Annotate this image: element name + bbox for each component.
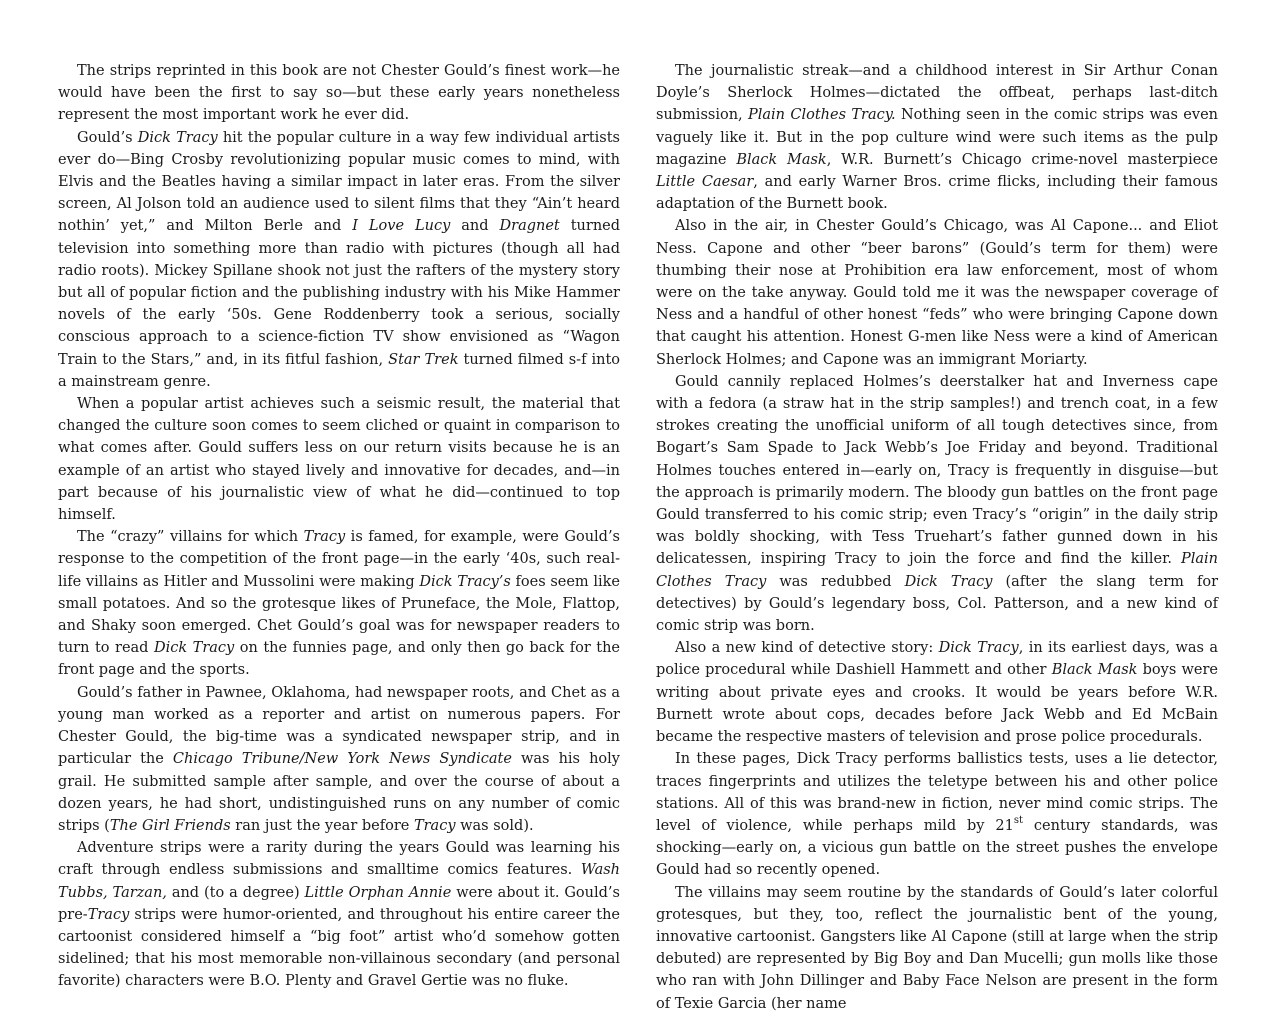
body-text: Adventure strips were a rarity during the years Gould was learning his craft through endless submissions and smalltime comics features. — [58, 840, 620, 879]
body-text: , in its earliest days, was a police procedural while Dashiell Hammett and other — [656, 640, 1219, 679]
book-spread — [0, 60, 1280, 1012]
body-text: , and early Warner Bros. crime flicks, including their famous adaptation of the Burnett book. — [656, 174, 1218, 213]
italic-title-text: Black Mask — [736, 151, 827, 168]
italic-title-text: Little Caesar — [656, 174, 754, 191]
italic-title-text: The Girl Friends — [109, 817, 231, 834]
body-text: Also a new kind of detective story: — [675, 640, 939, 657]
italic-title-text: Plain Clothes Tracy. — [748, 107, 896, 124]
left-paragraph-1 — [58, 60, 620, 127]
body-text: Gould cannily replaced Holmes’s deerstalker hat and Inverness cape with a fedora (a straw hat in the strip samples!) and trench coat, in a few strokes creating the unofficial uniform of all tough detectives since, from Bogart’s Sam Spade to Jack Webb’s Joe Friday and beyond. Traditional Holmes touches entered in—early on, Tracy is frequently in disguise—but the approach is primarily modern. The bloody gun battles on the front page Gould transferred to his comic strip; even Tracy’s “origin” in the daily strip was boldly shocking, with Tess Truehart’s father gunned down in his delicatessen, inspiring Tracy to join the force and find the killer. — [656, 373, 1218, 568]
italic-title-text: Star Trek — [388, 351, 459, 368]
body-text: on the funnies page, and only then go back for the front page and the sports. — [58, 640, 621, 679]
right-paragraph-4 — [656, 637, 1218, 748]
body-text: Gould’s father in Pawnee, Oklahoma, had newspaper roots, and Chet as a young man worked as a reporter and artist on numerous papers. For Chester Gould, the big-time was a syndicated newspaper strip, and in particular the — [58, 684, 620, 768]
body-text: were about it. Gould’s pre- — [58, 884, 620, 923]
italic-title-text: Plain Clothes Tracy — [656, 551, 1218, 590]
body-text: was his holy grail. He submitted sample after sample, and over the course of about a dozen years, he had short, undistinguished runs on any number of comic strips ( — [58, 751, 620, 834]
italic-title-text: Tracy — [87, 906, 130, 923]
body-text: boys were writing about private eyes and crooks. It would be years before W.R. Burnett wrote about cops, decades before Jack Webb and Ed McBain became the respective masters of television and prose police procedurals. — [656, 662, 1218, 746]
italic-title-text: I Love Lucy — [352, 218, 451, 235]
body-text: Gould’s — [77, 129, 138, 146]
italic-title-text: Dick Tracy’s — [419, 573, 511, 590]
right-paragraph-2 — [656, 215, 1218, 370]
body-text: century standards, was shocking—early on, a vicious gun battle on the street pushes the envelope Gould had so recently opened. — [656, 817, 1218, 879]
italic-title-text: Dick Tracy — [938, 640, 1019, 657]
body-text: Nothing seen in the comic strips was even vaguely like it. But in the pop culture wind were such items as the pulp magazine — [656, 107, 1218, 168]
body-text: turned filmed s-f into a mainstream genre. — [58, 351, 620, 390]
left-paragraph-6 — [58, 837, 620, 992]
body-text: and (to a degree) — [166, 884, 305, 901]
body-text: In these pages, Dick Tracy performs ballistics tests, uses a lie detector, traces fingerprints and utilizes the teletype between his and other police stations. All of this was brand-new in fiction, never mind comic strips. The level of violence, while perhaps mild by 21 — [656, 751, 1218, 834]
body-text: (after the slang term for detectives) by Gould’s legendary boss, Col. Patterson, and a new kind of comic strip was born. — [656, 573, 1219, 635]
right-paragraph-1 — [656, 60, 1218, 215]
body-text: ran just the year before — [230, 817, 414, 834]
body-text: Also in the air, in Chester Gould’s Chicago, was Al Capone... and Eliot Ness. Capone and other “beer barons” (Gould’s term for them) were thumbing their nose at Prohibition era law enforcement, most of whom were on the take anyway. Gould told me it was the newspaper coverage of Ness and a handful of other honest “feds” who were bringing Capone down that caught his attention. Honest G-men like Ness were a kind of American Sherlock Holmes; and Capone was an immigrant Moriarty. — [656, 218, 1218, 368]
left-paragraph-2 — [58, 127, 620, 393]
body-text: is famed, for example, were Gould’s response to the competition of the front page—in the early ‘40s, such real-life villains as Hitler and Mussolini were making — [58, 529, 621, 590]
body-text: The villains may seem routine by the standards of Gould’s later colorful grotesques, but they, too, reflect the journalistic bent of the young, innovative cartoonist. Gangsters like Al Capone (still at large when the strip debuted) are represented by Big Boy and Dan Mucelli; gun molls like those who ran with John Dillinger and Baby Face Nelson are present in the form of Texie Garcia (her name — [656, 884, 1218, 1012]
body-text: turned television into something more than radio with pictures (though all had radio roots). Mickey Spillane shook not just the rafters of the mystery story but all of popular fiction and the publishing industry with his Mike Hammer novels of the early ‘50s. Gene Roddenberry took a serious, socially conscious approach to a science-fiction TV show envisioned as “Wagon Train to the Stars,” and, in its fitful fashion, — [58, 218, 621, 368]
body-text: foes seem like small potatoes. And so the grotesque likes of Pruneface, the Mole, Flattop, and Shaky soon emerged. Chet Gould’s goal was for newspaper readers to turn to read — [58, 573, 620, 657]
left-paragraph-3 — [58, 393, 620, 526]
body-text: strips were humor-oriented, and throughout his entire career the cartoonist considered himself a “big foot” artist who’d somehow gotten sidelined; that his most memorable non-villainous secondary (and personal favorite) characters were B.O. Plenty and Gravel Gertie was no fluke. — [58, 906, 620, 990]
superscript-text: st — [1013, 815, 1023, 827]
italic-title-text: Dragnet — [499, 218, 560, 235]
italic-title-text: Dick Tracy — [153, 640, 235, 657]
italic-title-text: Wash Tubbs, Tarzan, — [58, 862, 620, 901]
italic-title-text: Tracy — [413, 817, 456, 834]
body-text: was redubbed — [766, 573, 905, 590]
body-text: , W.R. Burnett’s Chicago crime-novel masterpiece — [826, 151, 1218, 168]
italic-title-text: Black Mask — [1051, 662, 1138, 679]
left-paragraph-4 — [58, 526, 620, 681]
right-page — [656, 60, 1218, 1015]
body-text: The strips reprinted in this book are not Chester Gould’s finest work—he would have been the first to say so—but these early years nonetheless represent the most important work he ever did. — [58, 63, 620, 124]
body-text: was sold). — [455, 817, 534, 834]
italic-title-text: Little Orphan Annie — [304, 884, 452, 901]
italic-title-text: Dick Tracy — [137, 129, 218, 146]
body-text: When a popular artist achieves such a seismic result, the material that changed the culture soon comes to seem cliched or quaint in comparison to what comes after. Gould suffers less on our return visits because he is an example of an artist who stayed lively and innovative for decades, and—in part because of his journalistic view of what he did—continued to top himself. — [58, 396, 620, 524]
italic-title-text: Dick Tracy — [904, 573, 993, 590]
right-paragraph-6 — [656, 882, 1218, 1015]
right-paragraph-3 — [656, 371, 1218, 637]
left-page — [58, 60, 620, 993]
body-text: hit the popular culture in a way few individual artists ever do—Bing Crosby revolutionizing popular music comes to mind, with Elvis and the Beatles having a similar impact in later eras. From the silver screen, Al Jolson told an audience used to silent films that they “Ain’t heard nothin’ yet,” and Milton Berle and — [58, 129, 620, 235]
italic-title-text: Tracy — [303, 529, 346, 546]
body-text: The “crazy” villains for which — [77, 529, 304, 546]
right-paragraph-5 — [656, 748, 1218, 881]
left-paragraph-5 — [58, 682, 620, 837]
italic-title-text: Chicago Tribune/New York News Syndicate — [172, 751, 512, 768]
body-text: The journalistic streak—and a childhood interest in Sir Arthur Conan Doyle’s Sherlock Holmes—dictated the offbeat, perhaps last-ditch submission, — [656, 63, 1218, 124]
body-text: and — [450, 218, 500, 235]
